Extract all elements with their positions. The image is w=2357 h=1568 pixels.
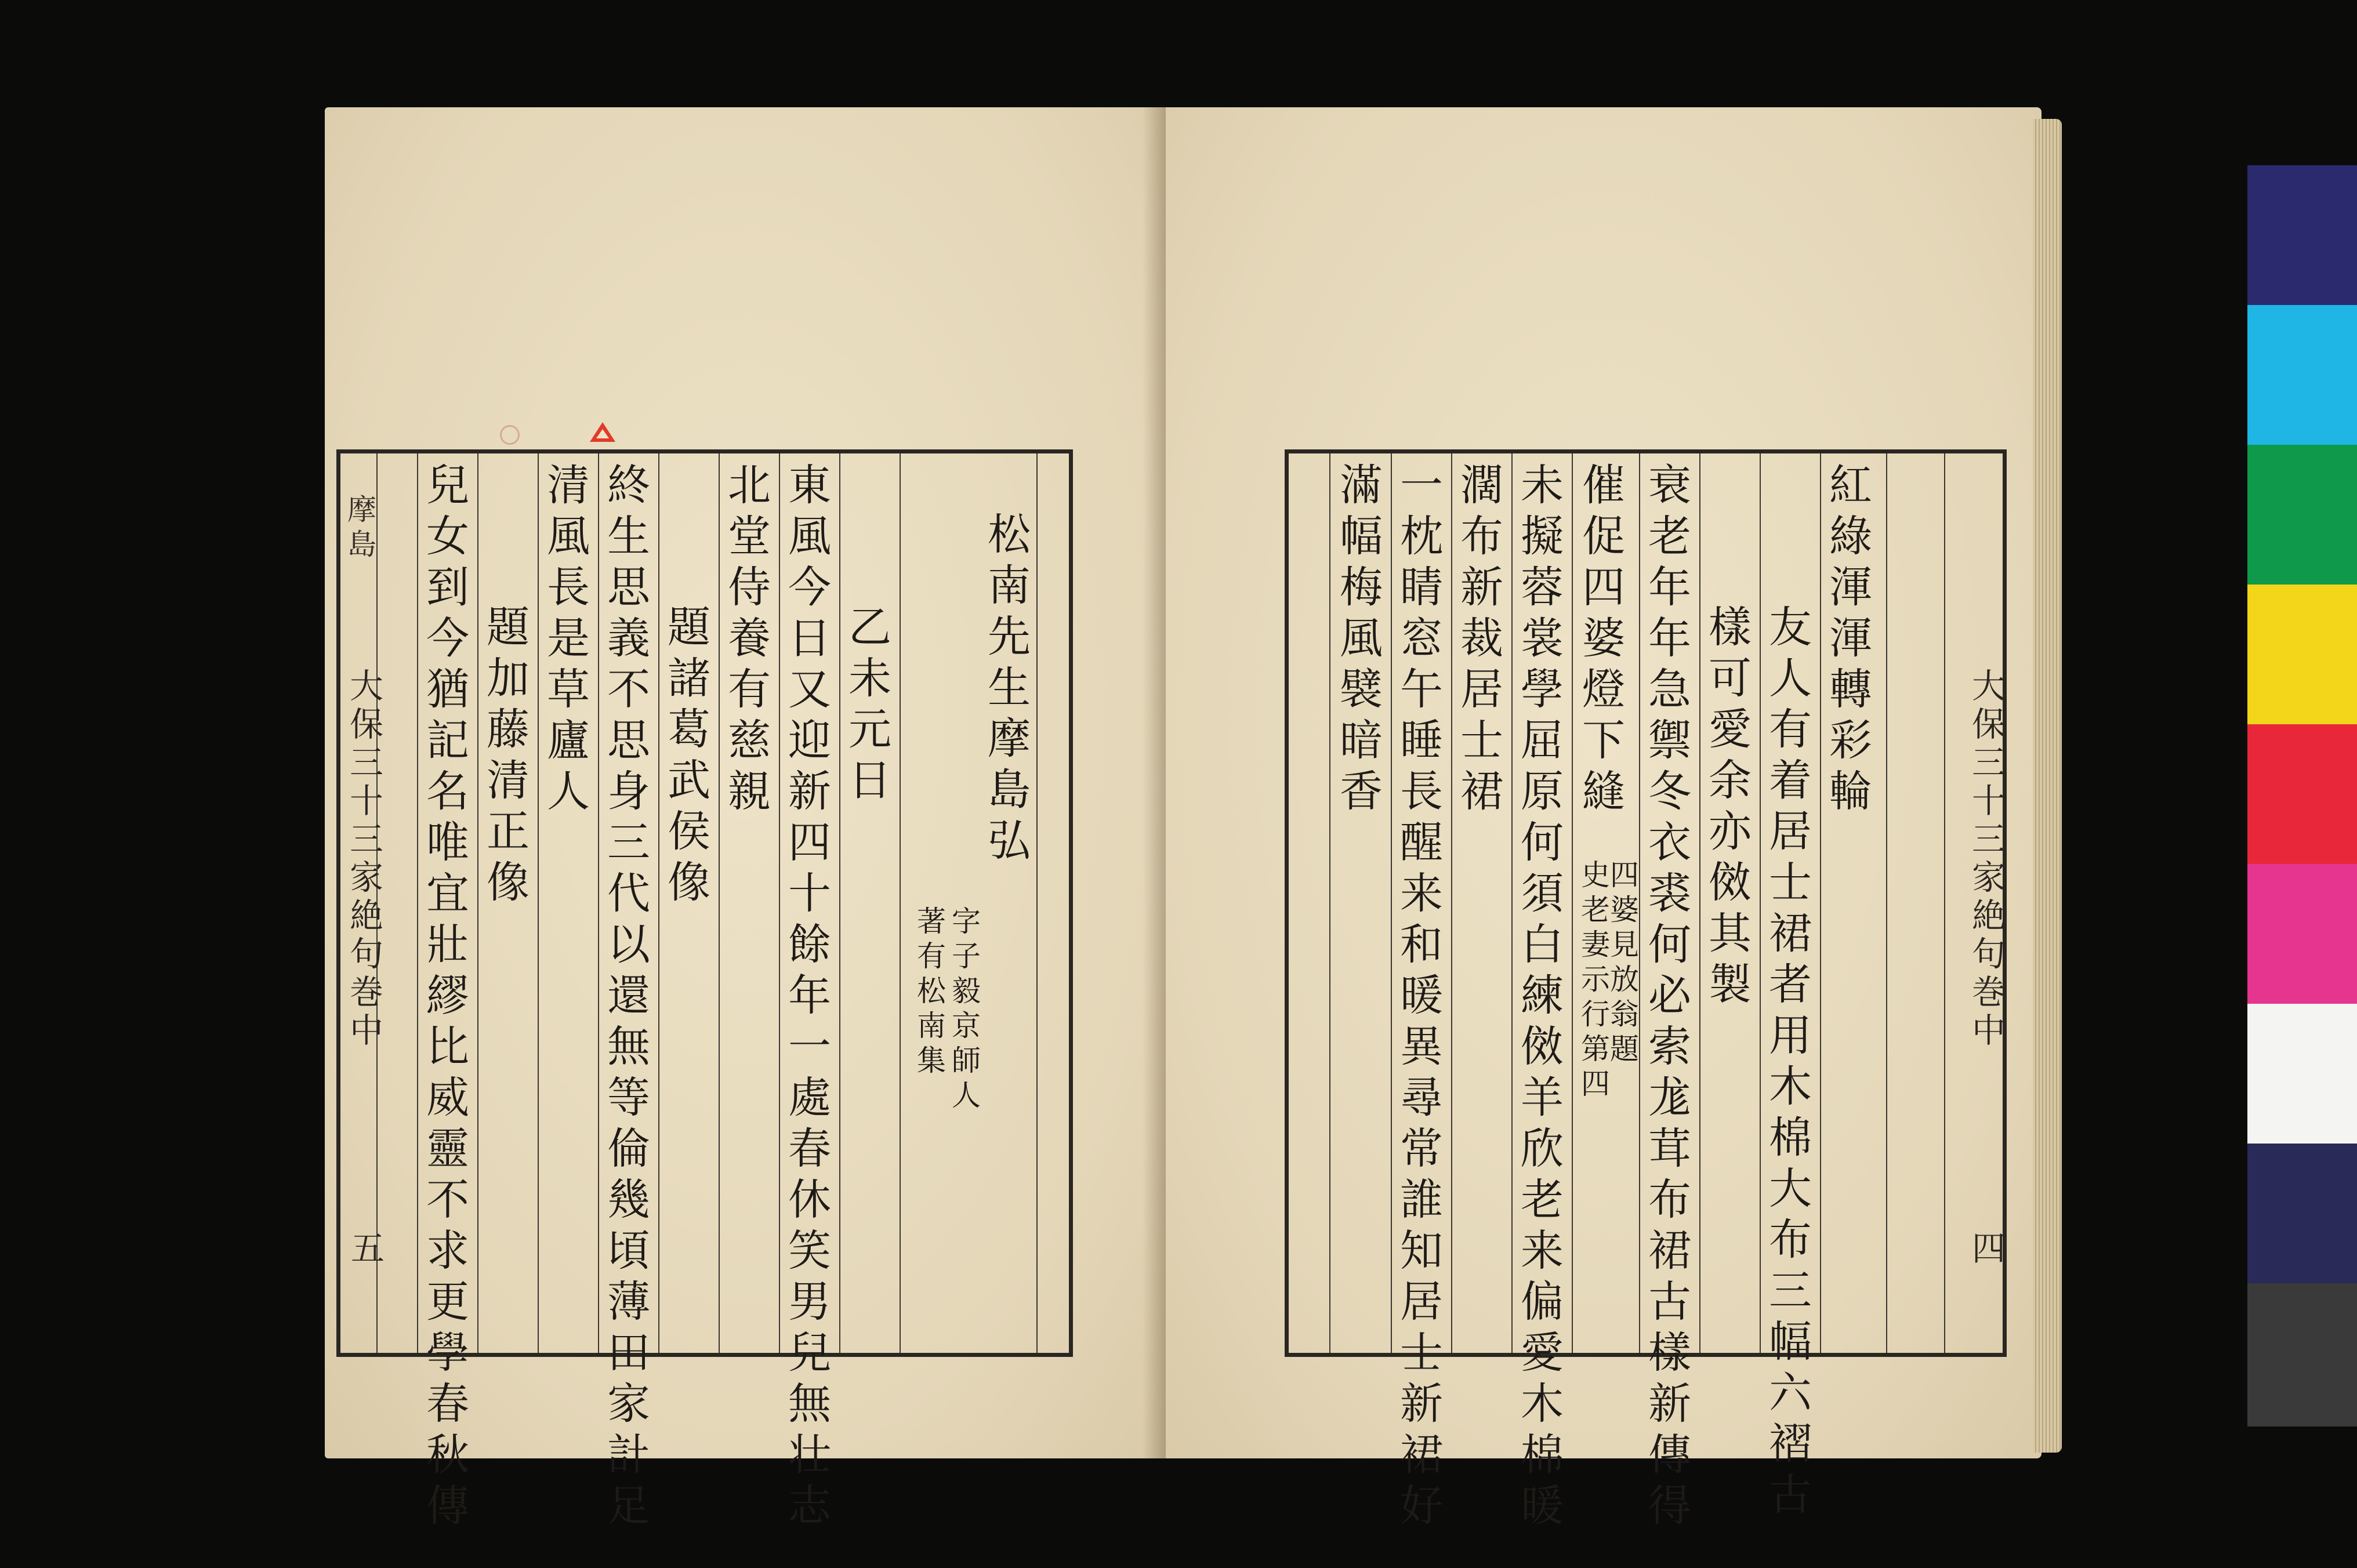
text-column-8: 終生思義不思身三代以還無等倫幾頃薄田家計足 [600, 462, 650, 1534]
text-column-10: 題加藤清正像 [480, 604, 530, 910]
text-column-6: 北堂侍養有慈親 [721, 462, 771, 819]
column-rule [1699, 453, 1700, 1353]
column-rule [1944, 453, 1945, 1353]
color-patch [2247, 724, 2357, 864]
text-column-4: 乙未元日 [842, 604, 891, 808]
column-rule [719, 453, 720, 1353]
left-page [325, 107, 1166, 1534]
text-column-5: 東風今日又迎新四十餘年一處春休笑男兒無壮志 [781, 462, 831, 1534]
margin-title: 摩島 [343, 494, 376, 564]
column-rule [1572, 453, 1573, 1353]
text-column-1: 紅綠渾渾轉彩輪 [1822, 462, 1872, 819]
color-patch [2247, 445, 2357, 585]
text-column-1: 松南先生摩島弘 [981, 511, 1031, 869]
library-seal [500, 425, 520, 445]
column-rule [1886, 453, 1887, 1353]
text-column-10: 一枕睛窓午睡長醒来和暖異尋常誰知居士新裙好 [1393, 462, 1443, 1534]
color-patch [2247, 1004, 2357, 1144]
column-rule [538, 453, 539, 1353]
text-column-2: 友人有着居士裙者用木棉大布三幅六褶古 [1762, 604, 1812, 1523]
center-folio: 四 [1966, 1231, 2006, 1269]
center-folio: 五 [345, 1231, 385, 1269]
left-text-frame [336, 449, 1073, 1534]
page-edges [2033, 119, 2062, 1453]
column-rule [477, 453, 478, 1353]
column-rule [1760, 453, 1761, 1353]
color-patch [2247, 1283, 2357, 1427]
column-rule [1511, 453, 1513, 1353]
column-rule [779, 453, 780, 1353]
center-title: 大保三十三家絶句巻中 [1966, 668, 2006, 1051]
column-rule [1451, 453, 1452, 1353]
color-patch [2247, 305, 2357, 445]
right-page [1166, 107, 2041, 1534]
text-column-2: 字子毅京師人 [947, 906, 981, 1115]
color-patch [2247, 1144, 2357, 1283]
color-patch [2247, 864, 2357, 1004]
text-column-4: 衰老年年急禦冬衣裘何必索尨茸布裙古樣新傳得 [1641, 462, 1691, 1534]
column-rule [598, 453, 599, 1353]
column-rule [1329, 453, 1330, 1353]
column-rule [1639, 453, 1640, 1353]
text-column-11: 滿幅梅風襞暗香 [1333, 462, 1383, 819]
text-column-7: 題諸葛武侯像 [661, 604, 710, 910]
text-column-5: 催促四婆燈下縫 [1575, 462, 1625, 819]
red-triangle-mark [590, 422, 615, 442]
text-column-9: 濶布新裁居士裙 [1453, 462, 1503, 819]
text-column-3: 著有松南集 [912, 906, 946, 1080]
column-rule [658, 453, 659, 1353]
color-patch [2247, 585, 2357, 724]
open-book [325, 101, 2059, 1534]
text-column-3: 樣可愛余亦傚其製 [1702, 604, 1752, 1012]
text-column-11: 兒女到今猶記名唯宜壯繆比威靈不求更學春秋傳 [419, 462, 469, 1534]
text-column-6: 四婆見放翁題 [1605, 859, 1639, 1068]
right-text-frame [1285, 449, 2007, 1534]
color-calibration-chart [2247, 165, 2357, 1427]
text-column-7: 史老妻示行第四 [1576, 859, 1610, 1103]
column-rule [900, 453, 901, 1353]
column-rule [1036, 453, 1038, 1353]
text-column-9: 清風長是草廬人 [540, 462, 590, 819]
column-rule [1820, 453, 1821, 1353]
column-rule [1391, 453, 1392, 1353]
text-column-8: 未擬蓉裳學屈原何須白練傚羊欣老来偏愛木棉暖 [1514, 462, 1564, 1534]
column-rule [839, 453, 840, 1353]
center-title: 大保三十三家絶句巻中 [344, 668, 383, 1051]
column-rule [417, 453, 418, 1353]
color-patch [2247, 165, 2357, 305]
